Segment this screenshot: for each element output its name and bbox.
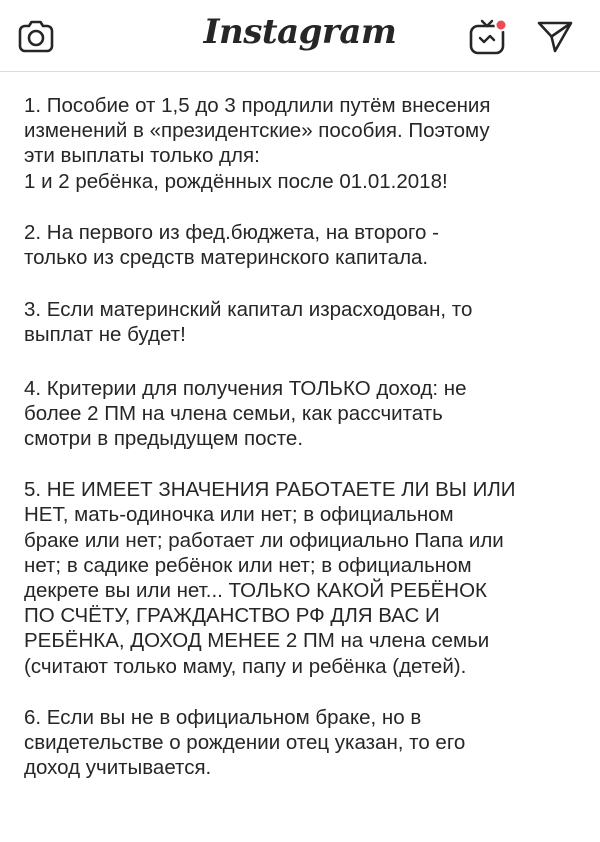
paragraph-4: 4. Критерии для получения ТОЛЬКО доход: не более 2 ПМ на члена семьи, как рассчитать смотри в предыдущем посте. <box>24 376 467 451</box>
igtv-button[interactable] <box>466 14 510 58</box>
direct-message-icon <box>536 18 574 54</box>
paragraph-1: 1. Пособие от 1,5 до 3 продлили путём внесения изменений в «президентские» пособия. Поэтому эти выплаты только для: 1 и 2 ребёнка, рождённых после 01.01.2018! <box>24 94 491 193</box>
notification-dot <box>496 20 507 31</box>
paragraph-5: 5. НЕ ИМЕЕТ ЗНАЧЕНИЯ РАБОТАЕТЕ ЛИ ВЫ ИЛИ НЕТ, мать-одиночка или нет; в официальном браке или нет; работает ли официально Папа или нет; в садике ребёнок или нет; в официальном декрете вы или нет... ТОЛЬКО КАКОЙ РЕБЁНОК ПО СЧЁТУ, ГРАЖДАНСТВО РФ ДЛЯ ВАС И РЕБЁНКА, ДОХОД МЕНЕЕ 2 ПМ на члена семьи (считают только маму, папу и ребёнка (детей). <box>24 478 516 678</box>
paragraph-3: 3. Если материнский капитал израсходован, то выплат не будет! <box>24 298 473 347</box>
top-navigation-bar <box>0 0 600 72</box>
post-text <box>24 93 580 780</box>
igtv-icon <box>467 15 509 57</box>
paragraph-2: 2. На первого из фед.бюджета, на второго - только из средств материнского капитала. <box>24 220 439 270</box>
paragraph-6: 6. Если вы не в официальном браке, но в свидетельстве о рождении отец указан, то его доход учитывается. <box>24 705 466 780</box>
direct-message-button[interactable] <box>534 16 576 56</box>
instagram-logo: Instagram <box>203 12 397 52</box>
